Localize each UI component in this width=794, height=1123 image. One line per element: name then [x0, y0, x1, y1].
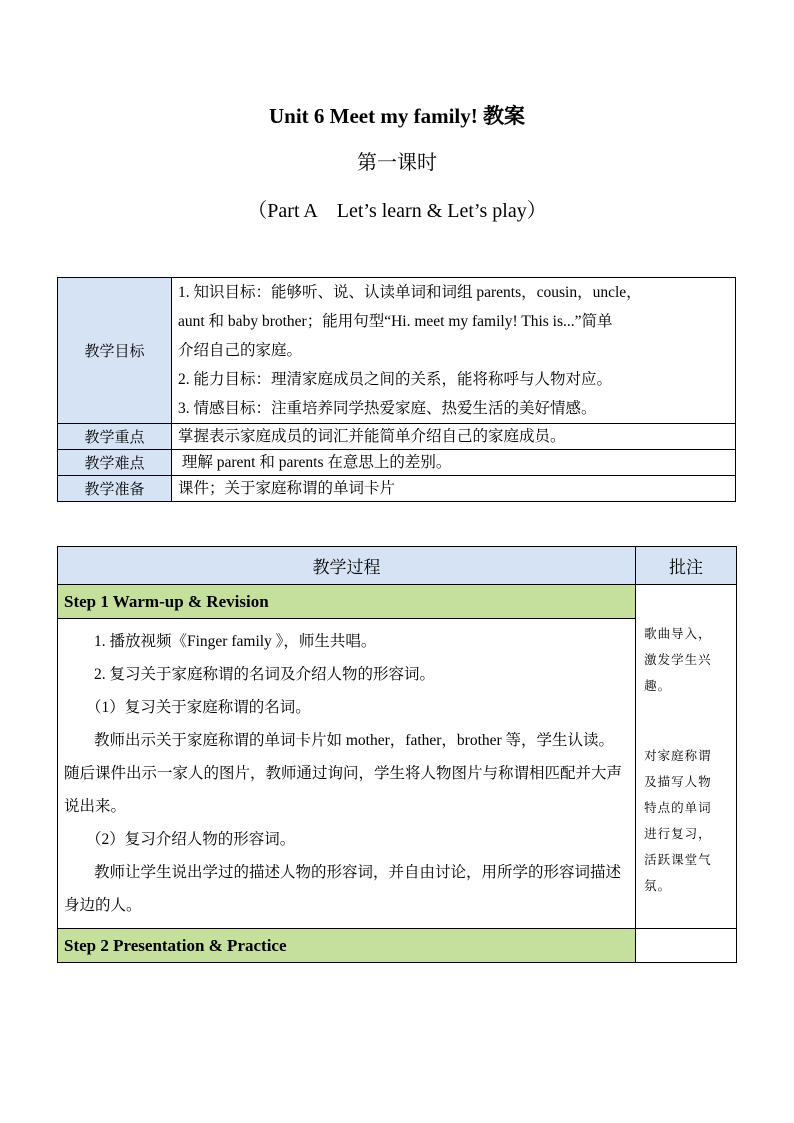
preparation-value: 课件；关于家庭称谓的单词卡片: [172, 476, 736, 502]
objective-line: 介绍自己的家庭。: [178, 342, 303, 359]
lesson-subtitle: 第一课时: [357, 152, 437, 174]
step2-notes-cell: [636, 929, 737, 963]
step2-title: Step 2 Presentation & Practice: [58, 929, 636, 963]
info-table: [57, 277, 736, 502]
part-subtitle: （Part A Let’s learn & Let’s play）: [247, 200, 547, 222]
note-line: 特点的单词: [644, 800, 712, 815]
objectives-cell: [172, 278, 736, 424]
key-points-label: 教学重点: [58, 424, 172, 450]
step2-title-row: [58, 929, 737, 963]
objective-line: 1. 知识目标：能够听、说、认读单词和词组 parents，cousin，uncle，: [178, 284, 642, 301]
process-header-row: [58, 547, 737, 585]
note-line: 及描写人物: [644, 774, 712, 789]
objectives-row: [58, 278, 736, 424]
step1-body: [58, 619, 636, 929]
objectives-label: 教学目标: [58, 278, 172, 424]
preparation-label: 教学准备: [58, 476, 172, 502]
objective-line: 2. 能力目标：理清家庭成员之间的关系，能将称呼与人物对应。: [178, 371, 613, 388]
difficulties-row: [58, 450, 736, 476]
key-points-row: [58, 424, 736, 450]
note-line: 趣。: [644, 678, 672, 693]
notes-cell: [636, 585, 737, 929]
note-line: 氛。: [644, 878, 672, 893]
preparation-row: [58, 476, 736, 502]
difficulties-value: 理解 parent 和 parents 在意思上的差别。: [172, 450, 736, 476]
step1-paragraph: 教师让学生说出学过的描述人物的形容词，并自由讨论，用所学的形容词描述身边的人。: [64, 864, 622, 914]
difficulties-label: 教学难点: [58, 450, 172, 476]
step1-title-row: [58, 585, 737, 619]
objective-line: aunt 和 baby brother；能用句型“Hi. meet my family! This is...”简单: [178, 313, 613, 330]
objective-line: 3. 情感目标：注重培养同学热爱家庭、热爱生活的美好情感。: [178, 400, 597, 417]
page-title: Unit 6 Meet my family! 教案: [268, 104, 526, 128]
step1-line: 2. 复习关于家庭称谓的名词及介绍人物的形容词。: [94, 666, 436, 683]
notes-header: 批注: [636, 547, 737, 585]
step1-line: （2）复习介绍人物的形容词。: [86, 831, 296, 848]
note-line: 活跃课堂气: [644, 852, 712, 867]
note-line: 激发学生兴: [644, 652, 712, 667]
step1-title: Step 1 Warm-up & Revision: [58, 585, 636, 619]
note-line: 对家庭称谓: [644, 748, 712, 763]
process-header: 教学过程: [58, 547, 636, 585]
key-points-value: 掌握表示家庭成员的词汇并能简单介绍自己的家庭成员。: [172, 424, 736, 450]
step1-body-row: [58, 619, 737, 929]
step1-paragraph: 教师出示关于家庭称谓的单词卡片如 mother，father，brother 等，学生认读。随后课件出示一家人的图片，教师通过询问，学生将人物图片与称谓相匹配并大声说出来。: [64, 732, 623, 815]
step1-line: 1. 播放视频《Finger family 》，师生共唱。: [94, 633, 377, 650]
note-line: 进行复习，: [644, 826, 712, 841]
note-line: 歌曲导入，: [644, 626, 712, 641]
step1-line: （1）复习关于家庭称谓的名词。: [86, 699, 311, 716]
process-table: [57, 546, 737, 963]
